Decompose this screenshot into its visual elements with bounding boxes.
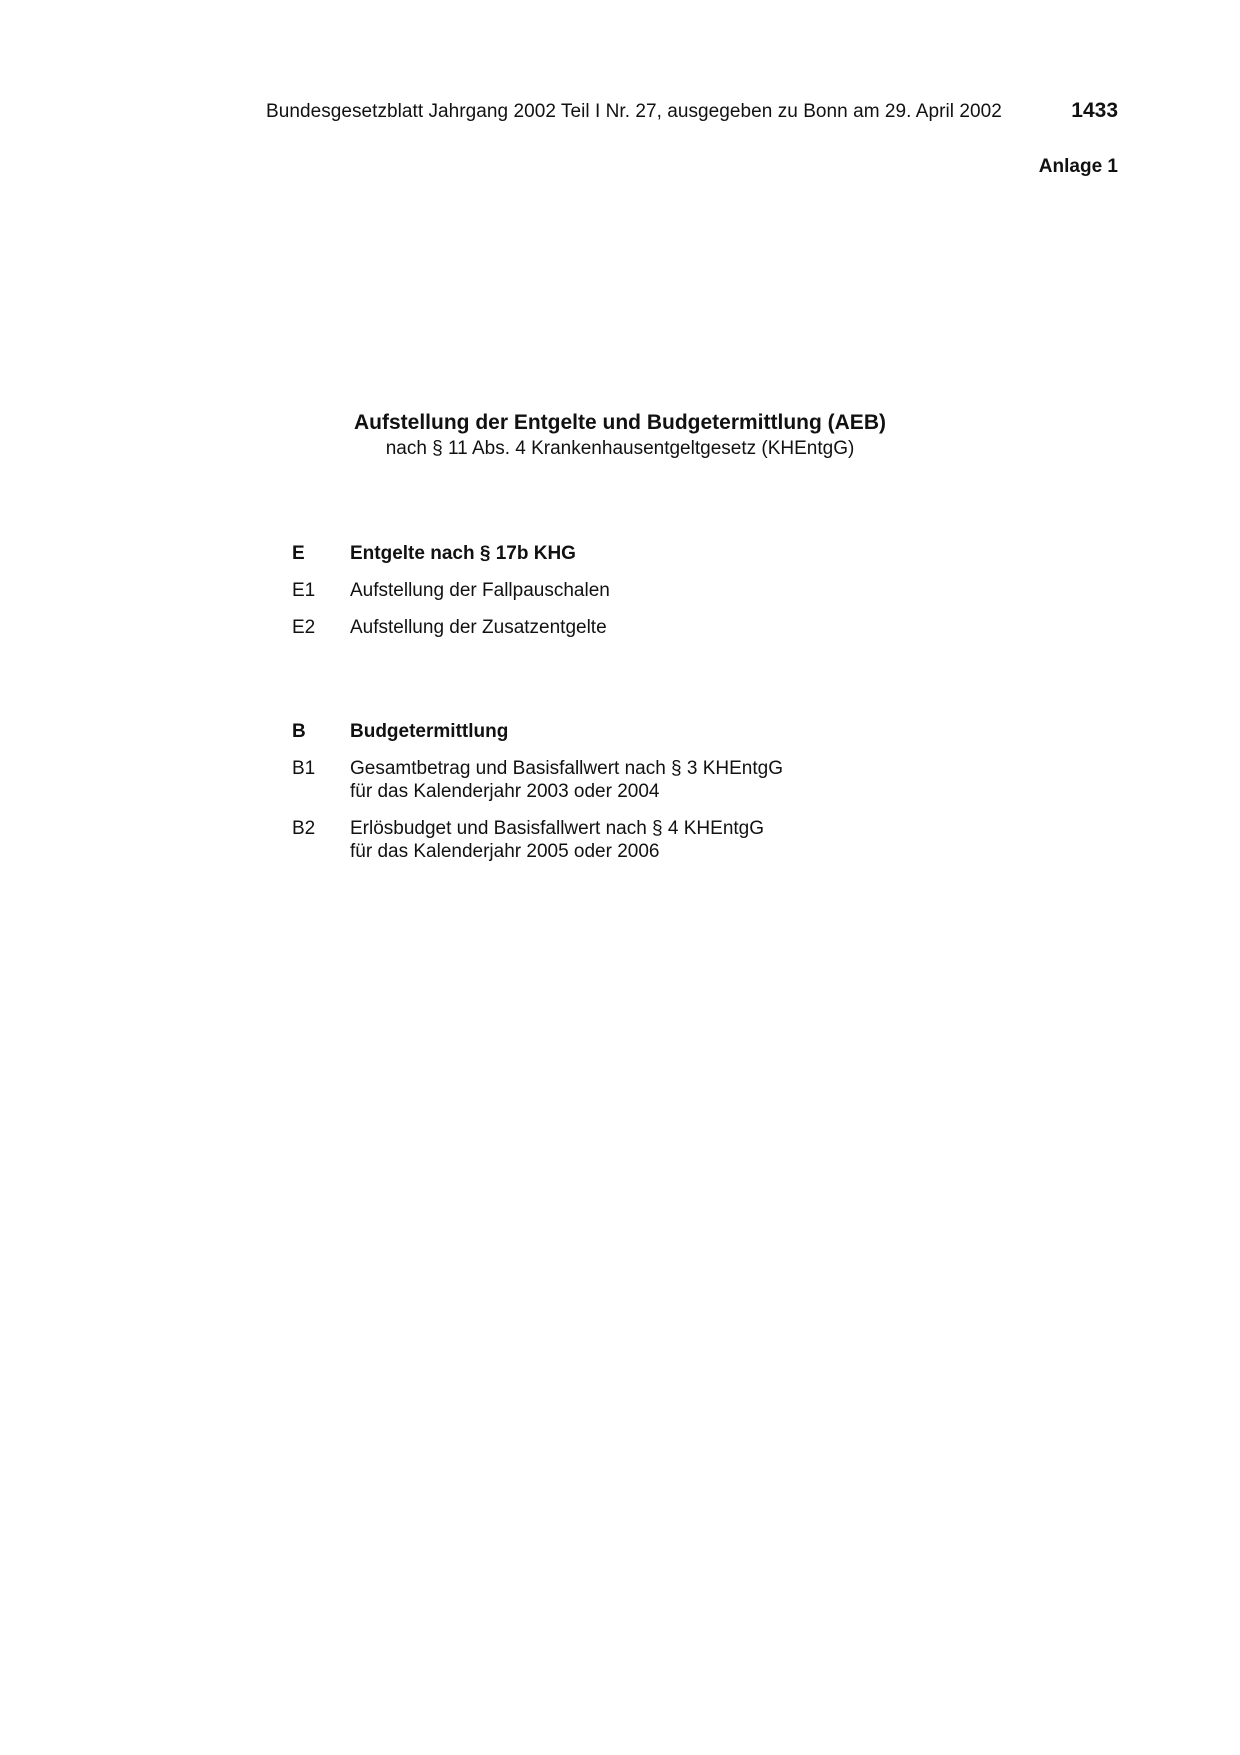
annex-label: Anlage 1 — [1038, 156, 1118, 177]
section-code: B — [292, 721, 306, 742]
item-line: für das Kalenderjahr 2003 oder 2004 — [350, 781, 660, 802]
section-code: E — [292, 543, 305, 564]
document-subtitle: nach § 11 Abs. 4 Krankenhausentgeltgesetz (KHEntgG) — [385, 438, 855, 459]
section-title: Entgelte nach § 17b KHG — [350, 543, 576, 564]
item-code: B1 — [292, 758, 316, 779]
item-text — [350, 757, 992, 803]
item-text — [350, 817, 992, 863]
section-heading — [292, 720, 992, 743]
document-title: Aufstellung der Entgelte und Budgetermittlung (AEB) — [354, 411, 886, 434]
list-item — [292, 616, 992, 639]
list-item — [292, 579, 992, 602]
page-number: 1433 — [1071, 99, 1118, 122]
section-b — [292, 720, 992, 877]
item-line: Gesamtbetrag und Basisfallwert nach § 3 KHEntgG — [350, 758, 784, 779]
section-e — [292, 542, 992, 653]
item-code: E1 — [292, 580, 316, 601]
item-code: B2 — [292, 818, 316, 839]
section-heading — [292, 542, 992, 565]
item-code: E2 — [292, 617, 316, 638]
section-title: Budgetermittlung — [350, 721, 509, 742]
item-line: Aufstellung der Zusatzentgelte — [350, 617, 607, 638]
item-text — [350, 579, 992, 602]
list-item — [292, 757, 992, 803]
item-line: Erlösbudget und Basisfallwert nach § 4 KHEntgG — [350, 818, 765, 839]
list-item — [292, 817, 992, 863]
item-text — [350, 616, 992, 639]
item-line: Aufstellung der Fallpauschalen — [350, 580, 610, 601]
item-line: für das Kalenderjahr 2005 oder 2006 — [350, 841, 660, 862]
running-header: Bundesgesetzblatt Jahrgang 2002 Teil I Nr. 27, ausgegeben zu Bonn am 29. April 2002 — [266, 101, 1002, 122]
